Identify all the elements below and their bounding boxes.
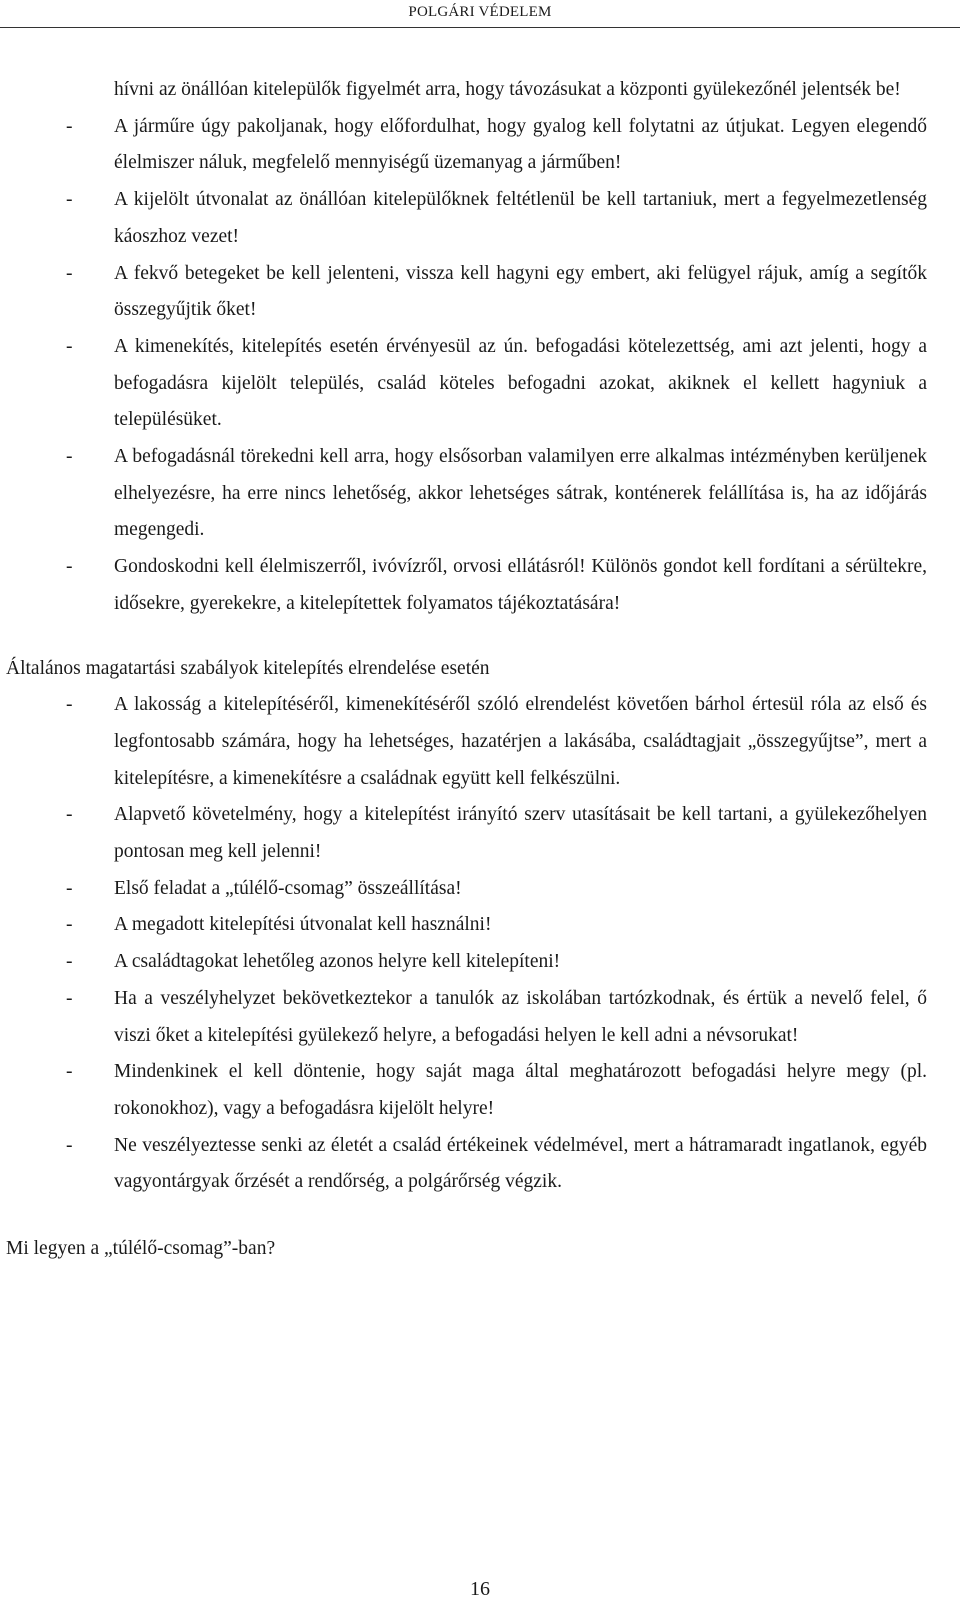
list-item — [0, 907, 960, 944]
list-item-text: A kimenekítés, kitelepítés esetén érvényesül az ún. befogadási kötelezettség, ami azt jelenti, hogy a befogadásra kijelölt település, család köteles befogadni azokat, akiknek el kellett hagyniuk a településüket. — [114, 335, 927, 431]
list-dash: - — [66, 914, 73, 936]
header-rule — [0, 27, 960, 28]
list-item — [0, 256, 960, 329]
list-item — [0, 871, 960, 908]
list-item-text: A lakosság a kitelepítéséről, kimenekítéséről szóló elrendelést követően bárhol értesül róla az első és legfontosabb számára, hogy ha lehetséges, hazatérjen a lakásába, családtagjait „összegyűjtse”, mert a kitelepítésre, a kimenekítésre a családnak együtt kell felkészülni. — [114, 694, 927, 789]
list-item-text: A kijelölt útvonalat az önállóan kitelepülőknek feltétlenül be kell tartaniuk, mert a fegyelmezetlenség káoszhoz vezet! — [114, 189, 927, 247]
page-number: 16 — [470, 1578, 490, 1600]
running-header — [0, 0, 960, 28]
list-dash: - — [66, 951, 73, 973]
list-dash: - — [66, 115, 73, 137]
spacer — [0, 1201, 960, 1231]
list-item-text: Mindenkinek el kell döntenie, hogy saját maga által meghatározott befogadási helyre megy (pl. rokonokhoz), vagy a befogadásra kijelölt helyre! — [114, 1061, 927, 1119]
list-dash: - — [66, 189, 73, 211]
list-item — [0, 1128, 960, 1201]
list-item — [0, 182, 960, 255]
list-dash: - — [66, 446, 73, 468]
list-item — [0, 944, 960, 981]
list-item — [0, 549, 960, 622]
header-title: POLGÁRI VÉDELEM — [408, 4, 552, 20]
list-item — [0, 439, 960, 549]
spacer — [0, 623, 960, 651]
list-dash: - — [66, 262, 73, 284]
list-item-text: A fekvő betegeket be kell jelenteni, vissza kell hagyni egy embert, aki felügyel rájuk, amíg a segítők összegyűjtik őket! — [114, 262, 927, 321]
page-body — [0, 72, 960, 1268]
list-item-text: Első feladat a „túlélő-csomag” összeállítása! — [114, 877, 462, 899]
list-item-text: A családtagokat lehetőleg azonos helyre kell kitelepíteni! — [114, 951, 561, 973]
list-dash: - — [66, 694, 73, 716]
list-item-text: hívni az önállóan kitelepülők figyelmét arra, hogy távozásukat a központi gyülekezőnél jelentsék be! — [114, 79, 901, 100]
list-item — [0, 687, 960, 797]
list-item — [0, 797, 960, 870]
list-item-text: Ne veszélyeztesse senki az életét a család értékeinek védelmével, mert a hátramaradt ingatlanok, egyéb vagyontárgyak őrzését a rendőrség, a polgárőrség végzik. — [114, 1134, 927, 1193]
list-item-text: Ha a veszélyhelyzet bekövetkeztekor a tanulók az iskolában tartózkodnak, és értük a nevelő felel, ő viszi őket a kitelepítési gyülekező helyre, a befogadási helyen le kell adni a névsorukat! — [114, 987, 927, 1046]
list-item — [0, 109, 960, 182]
list-dash: - — [66, 877, 73, 899]
list-item-text: A járműre úgy pakoljanak, hogy előfordulhat, hogy gyalog kell folytatni az útjukat. Legyen elegendő élelmiszer náluk, megfelelő mennyiségű üzemanyag a járműben! — [114, 115, 927, 174]
list-item — [0, 329, 960, 439]
list-item-text: A befogadásnál törekedni kell arra, hogy elsősorban valamilyen erre alkalmas intézményben kerüljenek elhelyezésre, ha erre nincs lehetőség, akkor lehetséges sátrak, konténerek felállítása is, ha az időjárás megengedi. — [114, 446, 927, 541]
list-dash: - — [66, 1061, 73, 1083]
list-item — [0, 1054, 960, 1127]
list-dash: - — [66, 1134, 73, 1156]
list-dash: - — [66, 804, 73, 826]
list-item — [0, 72, 960, 109]
list-dash: - — [66, 556, 73, 578]
bullet-list-2 — [0, 687, 960, 1201]
list-dash: - — [66, 335, 73, 357]
section-heading: Általános magatartási szabályok kitelepítés elrendelése esetén — [6, 657, 490, 679]
list-dash: - — [66, 987, 73, 1009]
bullet-list-1 — [0, 72, 960, 623]
list-item-text: Gondoskodni kell élelmiszerről, ivóvízről, orvosi ellátásról! Különös gondot kell fordítani a sérültekre, idősekre, gyerekekre, a kitelepítettek folyamatos tájékoztatására! — [114, 556, 927, 614]
list-item — [0, 981, 960, 1054]
list-item-text: Alapvető követelmény, hogy a kitelepítést irányító szerv utasításait be kell tartani, a gyülekezőhelyen pontosan meg kell jelenni! — [114, 804, 927, 863]
list-item-text: A megadott kitelepítési útvonalat kell használni! — [114, 914, 492, 936]
section-heading: Mi legyen a „túlélő-csomag”-ban? — [6, 1238, 276, 1260]
